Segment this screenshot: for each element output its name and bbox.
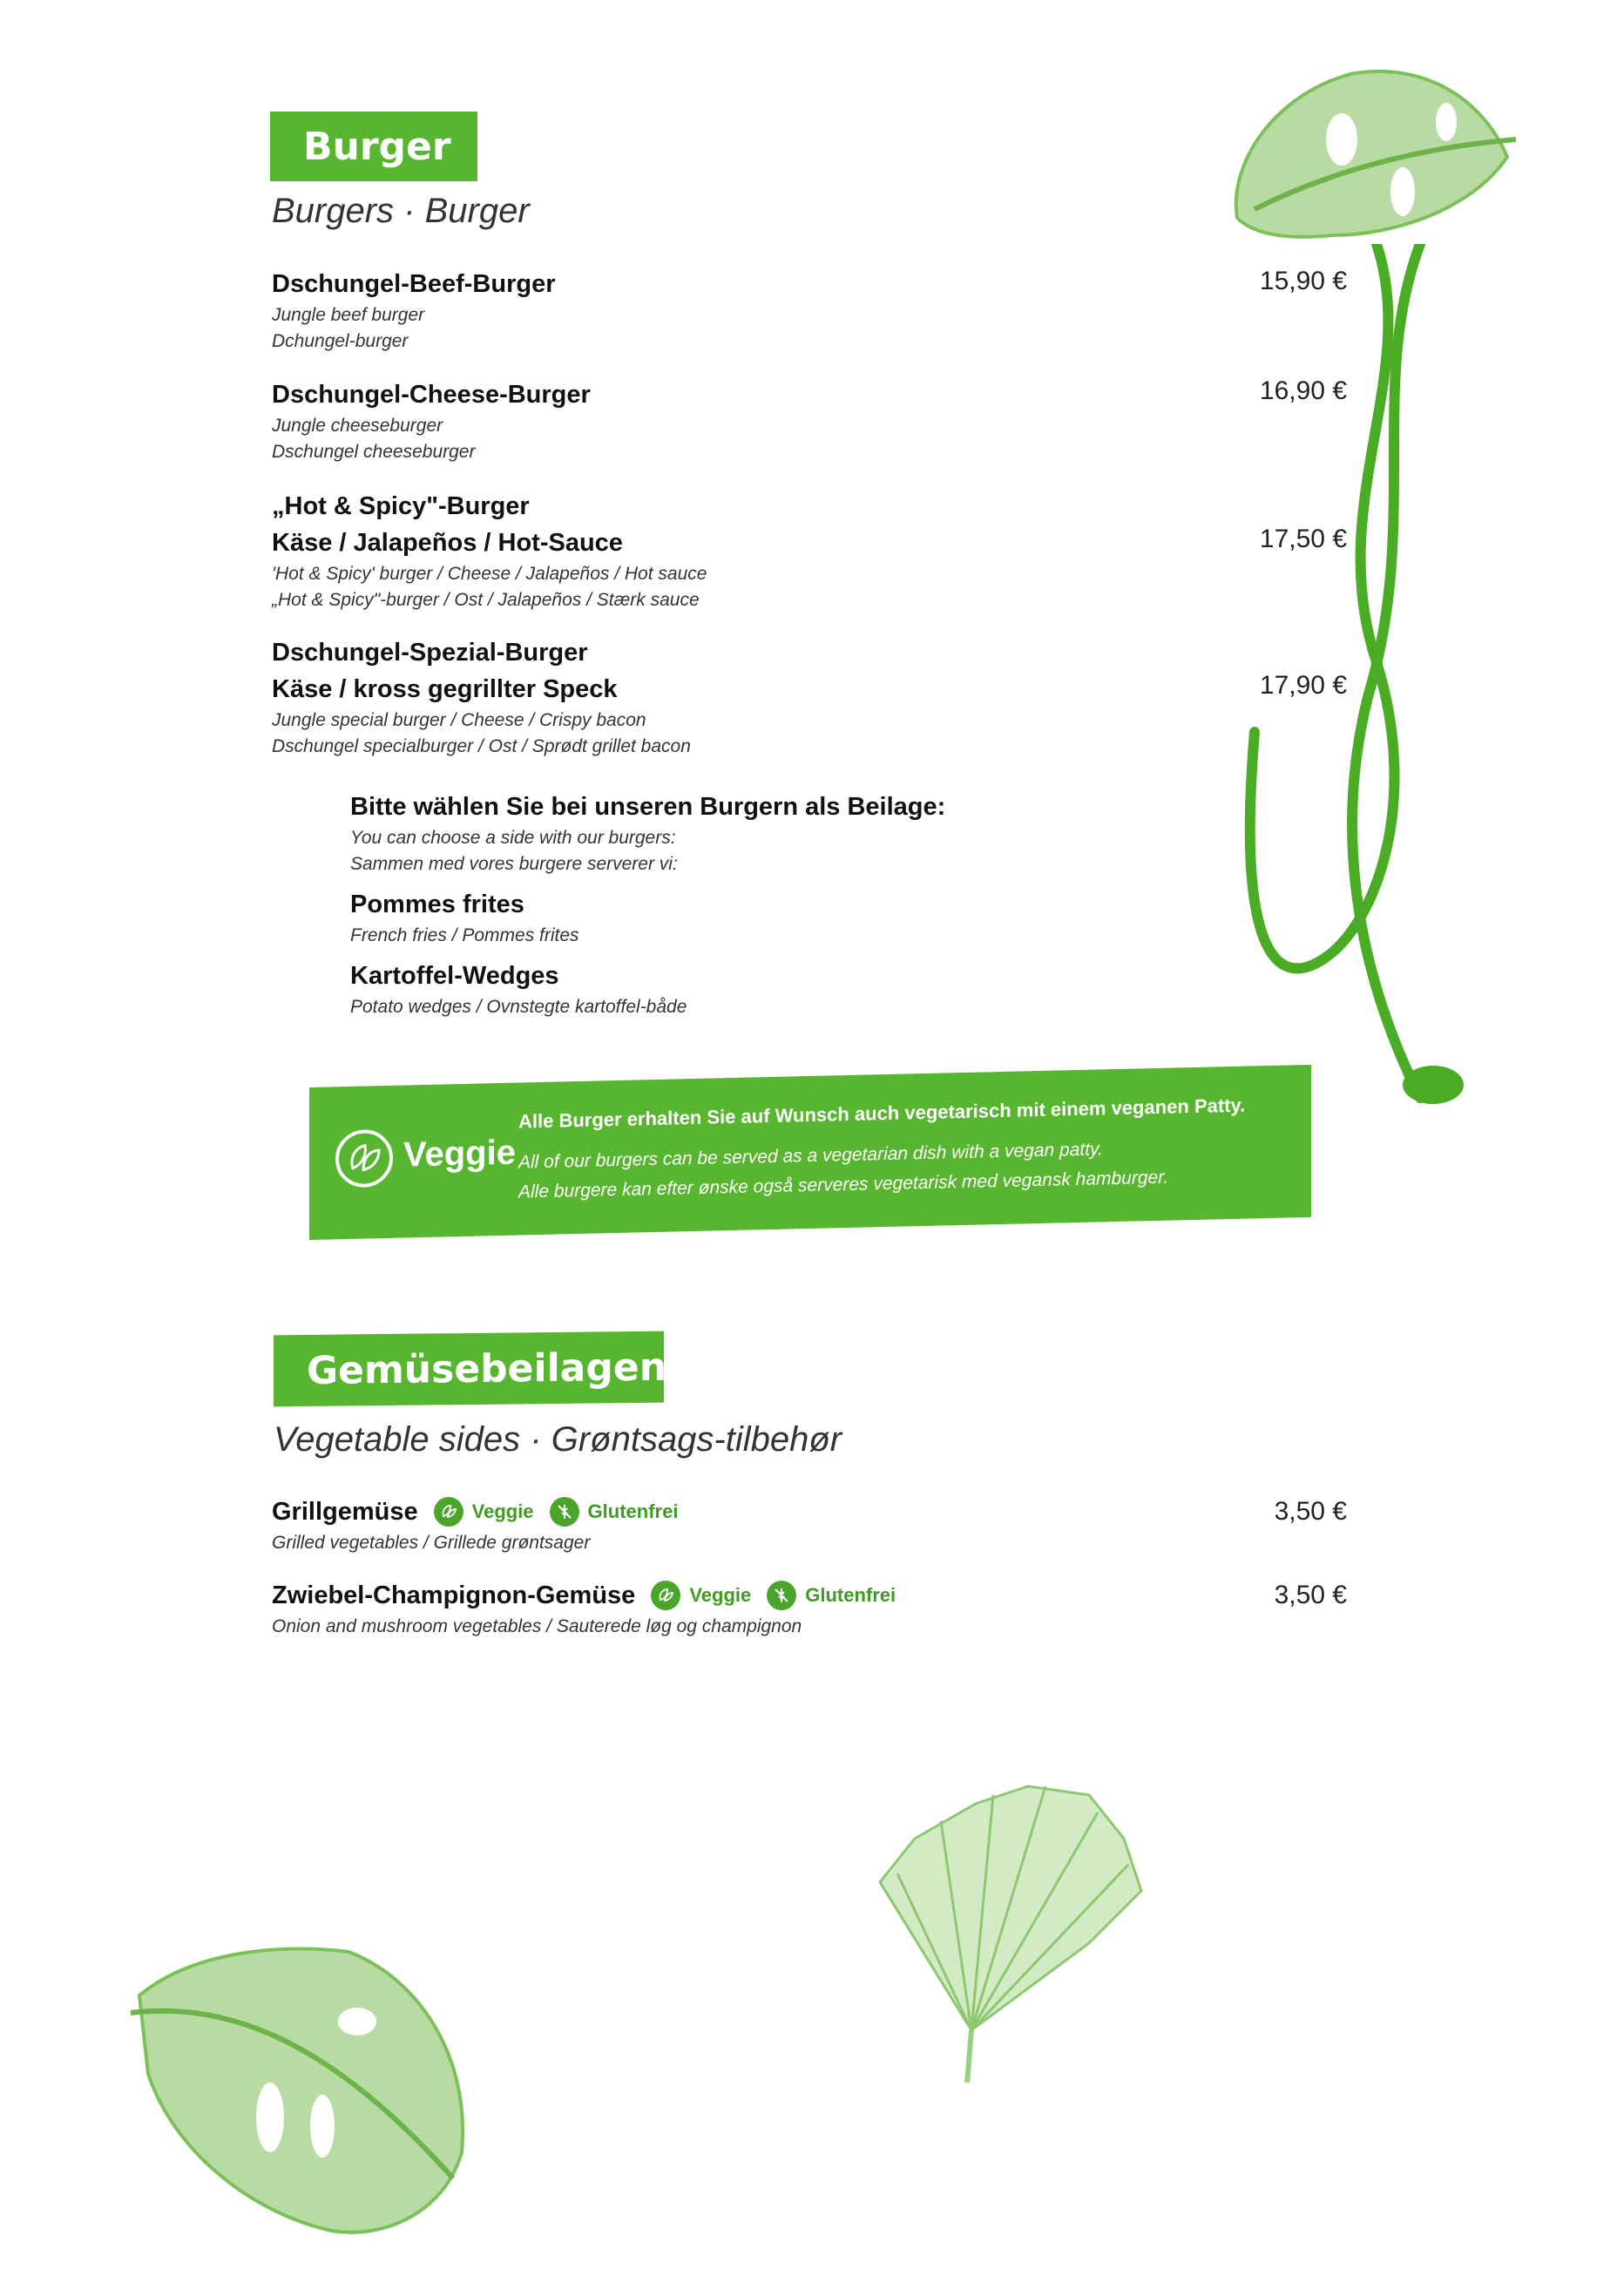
item-translation-da: Dschungel cheeseburger (272, 442, 476, 462)
palm-leaf-icon (863, 1769, 1159, 2091)
item-price: 3,50 € (1274, 1581, 1347, 1609)
veggie-line-da: Alle burgere kan efter ønske også serveres vegetarisk med vegansk hamburger. (518, 1167, 1169, 1202)
item-price: 16,90 € (1259, 376, 1347, 405)
no-wheat-icon (550, 1497, 579, 1527)
leaf-circle-icon (335, 1129, 393, 1188)
veggie-tag (651, 1577, 751, 1614)
leaf-icon (651, 1581, 680, 1610)
side-option-translation: French fries / Pommes frites (350, 925, 579, 945)
item-name: Zwiebel-Champignon-Gemüse (272, 1581, 636, 1609)
item-price: 3,50 € (1274, 1497, 1347, 1526)
glutenfree-tag (767, 1577, 896, 1614)
item-name: „Hot & Spicy"-Burger (272, 492, 530, 520)
veg-item (272, 1493, 678, 1556)
burger-item (272, 266, 556, 355)
side-choice-block (350, 789, 945, 1020)
item-translation: Grilled vegetables / Grillede grøntsager (272, 1533, 591, 1553)
item-name: Grillgemüse (272, 1498, 418, 1526)
veggie-line-en: All of our burgers can be served as a vegetarian dish with a vegan patty. (518, 1139, 1103, 1173)
veggie-banner (309, 1065, 1311, 1240)
side-option-translation: Potato wedges / Ovnstegte kartoffel-både (350, 997, 687, 1017)
veggie-tag-label: Veggie (471, 1500, 534, 1522)
monstera-leaf-top-right-icon (1220, 61, 1533, 253)
item-translation: Onion and mushroom vegetables / Sauterede løg og champignon (272, 1616, 802, 1636)
veggie-tag (434, 1493, 534, 1530)
glutenfree-tag-label: Glutenfrei (805, 1584, 896, 1606)
item-translation-da: Dchungel-burger (272, 331, 409, 351)
item-translation-en: Jungle cheeseburger (272, 416, 443, 436)
item-price: 17,50 € (1259, 525, 1347, 553)
no-wheat-icon (767, 1581, 796, 1610)
item-translation-en: 'Hot & Spicy' burger / Cheese / Jalapeños / Hot sauce (272, 564, 707, 584)
burger-title-text: Burger (303, 124, 451, 169)
burger-item (272, 376, 591, 465)
item-name: Dschungel-Beef-Burger (272, 270, 556, 298)
burger-item (272, 634, 691, 760)
veggie-tag-label: Veggie (689, 1584, 752, 1606)
item-price: 17,90 € (1259, 671, 1347, 700)
side-choice-translation-da: Sammen med vores burgere serverer vi: (350, 854, 678, 874)
item-name-row (272, 1493, 678, 1530)
item-name-details: Käse / Jalapeños / Hot-Sauce (272, 529, 623, 557)
item-name: Dschungel-Spezial-Burger (272, 639, 588, 667)
item-name-details: Käse / kross gegrillter Speck (272, 675, 618, 703)
side-choice-translation-en: You can choose a side with our burgers: (350, 828, 676, 848)
burger-section-title (270, 112, 477, 181)
veggie-label: Veggie (403, 1133, 516, 1175)
veg-subtitle: Vegetable sides · Grøntsags-tilbehør (274, 1420, 842, 1459)
glutenfree-tag (550, 1493, 679, 1530)
side-choice-heading: Bitte wählen Sie bei unseren Burgern als Beilage: (350, 793, 946, 821)
item-name-row (272, 1577, 896, 1614)
item-translation-en: Jungle special burger / Cheese / Crispy bacon (272, 710, 646, 730)
item-price: 15,90 € (1259, 267, 1347, 295)
item-name: Dschungel-Cheese-Burger (272, 381, 591, 409)
item-translation-da: „Hot & Spicy"-burger / Ost / Jalapeños / Stærk sauce (272, 590, 700, 610)
leaf-icon (434, 1497, 463, 1527)
burger-subtitle: Burgers · Burger (272, 192, 530, 230)
veg-section-title (274, 1331, 667, 1407)
vine-stem-icon (1220, 244, 1464, 1115)
monstera-leaf-bottom-left-icon (122, 1926, 488, 2248)
veg-item (272, 1577, 896, 1640)
glutenfree-tag-label: Glutenfrei (587, 1500, 679, 1522)
burger-item (272, 488, 707, 613)
side-option-name: Kartoffel-Wedges (350, 962, 559, 990)
item-translation-en: Jungle beef burger (272, 305, 425, 325)
side-option-name: Pommes frites (350, 891, 524, 918)
veggie-line-de: Alle Burger erhalten Sie auf Wunsch auch vegetarisch mit einem veganen Patty. (518, 1094, 1246, 1133)
veg-title-text: Gemüsebeilagen (307, 1344, 667, 1393)
item-translation-da: Dschungel specialburger / Ost / Sprødt grillet bacon (272, 736, 691, 756)
